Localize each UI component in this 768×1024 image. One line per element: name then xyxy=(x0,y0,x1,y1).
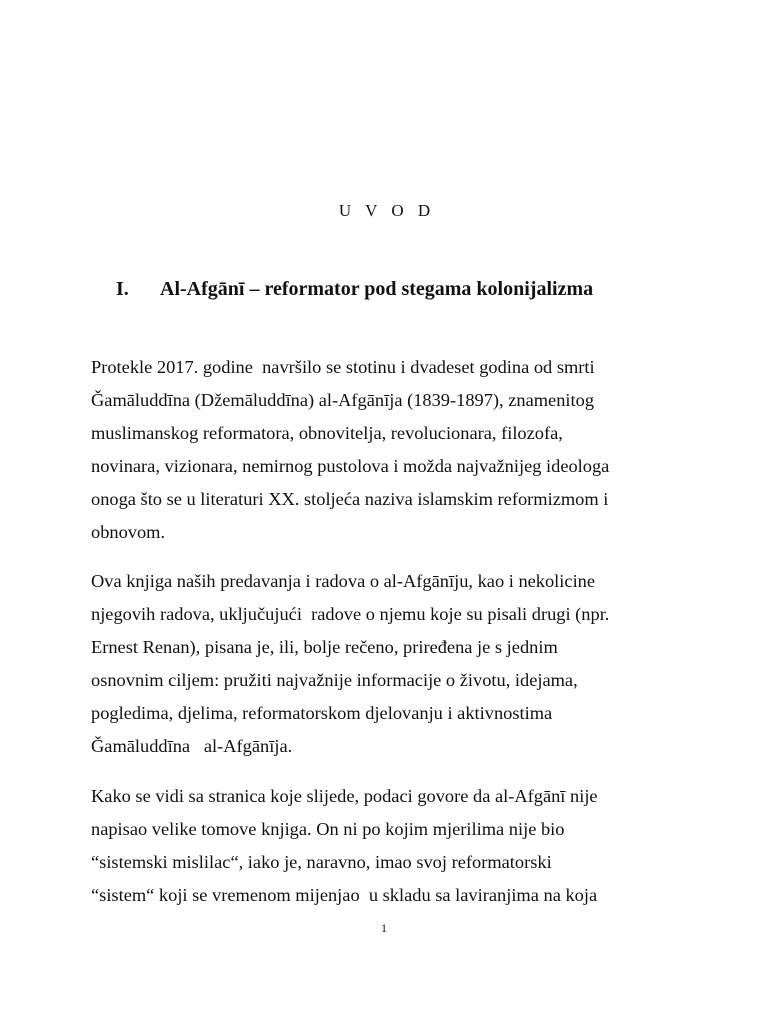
paragraph-line: Ǧamāluddīna al-Afgānīja. xyxy=(91,736,293,756)
chapter-number: I. xyxy=(116,278,129,300)
paragraph-line: muslimanskog reformatora, obnovitelja, revolucionara, filozofa, xyxy=(91,423,563,443)
paragraph-line: onoga što se u literaturi XX. stoljeća naziva islamskim reformizmom i xyxy=(91,489,609,509)
paragraph-line: obnovom. xyxy=(91,522,166,542)
paragraph-line: osnovnim ciljem: pružiti najvažnije informacije o životu, idejama, xyxy=(91,670,578,690)
paragraph-line: Ova knjiga naših predavanja i radova o al-Afgānīju, kao i nekolicine xyxy=(91,571,596,591)
section-heading: U V O D xyxy=(338,201,436,220)
page-number: 1 xyxy=(381,921,387,935)
paragraph-line: Ernest Renan), pisana je, ili, bolje rečeno, priređena je s jednim xyxy=(91,637,558,657)
paragraph-line: Kako se vidi sa stranica koje slijede, podaci govore da al-Afgānī nije xyxy=(91,786,598,806)
paragraph-3 xyxy=(91,780,691,912)
paragraph-line: Protekle 2017. godine navršilo se stotinu i dvadeset godina od smrti xyxy=(91,357,595,377)
paragraph-line: “sistem“ koji se vremenom mijenjao u skladu sa laviranjima na koja xyxy=(91,885,598,905)
paragraph-line: njegovih radova, uključujući radove o njemu koje su pisali drugi (npr. xyxy=(91,604,610,624)
paragraph-2 xyxy=(91,565,691,763)
paragraph-1 xyxy=(91,351,691,549)
paragraph-line: Ǧamāluddīna (Džemāluddīna) al-Afgānīja (1839-1897), znamenitog xyxy=(91,390,595,410)
paragraph-line: “sistemski mislilac“, iako je, naravno, imao svoj reformatorski xyxy=(91,852,552,872)
paragraph-line: napisao velike tomove knjiga. On ni po kojim mjerilima nije bio xyxy=(91,819,565,839)
paragraph-line: novinara, vizionara, nemirnog pustolova i možda najvažnijeg ideologa xyxy=(91,456,610,476)
chapter-title-text: Al-Afgānī – reformator pod stegama kolonijalizma xyxy=(160,278,594,300)
chapter-title xyxy=(116,278,593,301)
paragraph-line: pogledima, djelima, reformatorskom djelovanju i aktivnostima xyxy=(91,703,553,723)
